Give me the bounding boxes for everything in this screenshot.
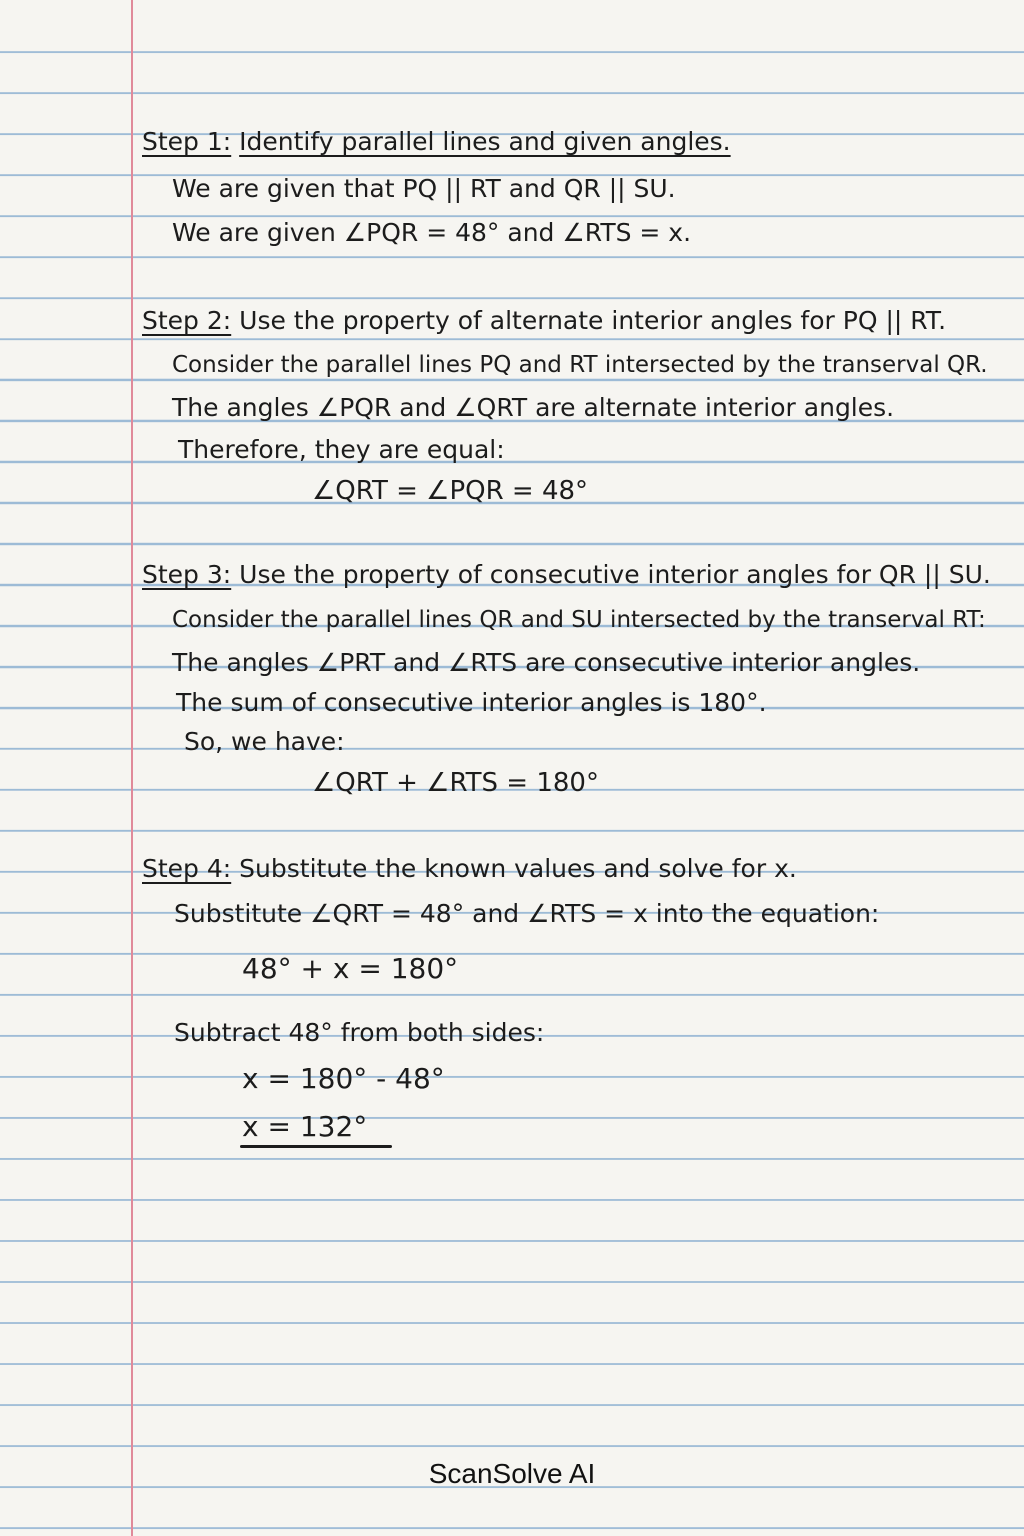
- step1-label: Step 1:: [142, 127, 232, 156]
- step2-label: Step 2:: [142, 306, 232, 335]
- step3-label: Step 3:: [142, 560, 232, 589]
- step2-line2: The angles ∠PQR and ∠QRT are alternate interior angles.: [172, 393, 895, 422]
- step4-heading: [142, 854, 797, 884]
- step2-title: Use the property of alternate interior angles for PQ || RT.: [239, 306, 947, 335]
- step1-line2: We are given ∠PQR = 48° and ∠RTS = x.: [172, 218, 692, 247]
- step4-equation1: 48° + x = 180°: [242, 952, 459, 985]
- step4-line1: Substitute ∠QRT = 48° and ∠RTS = x into the equation:: [174, 899, 880, 928]
- answer-underline: [240, 1145, 392, 1148]
- step2-equation: ∠QRT = ∠PQR = 48°: [312, 476, 589, 506]
- step1-line1: We are given that PQ || RT and QR || SU.: [172, 174, 676, 203]
- step1-title: Identify parallel lines and given angles.: [239, 127, 731, 156]
- step3-line2: The angles ∠PRT and ∠RTS are consecutive interior angles.: [172, 648, 921, 677]
- step3-line4: So, we have:: [184, 727, 345, 756]
- brand-footer: ScanSolve AI: [428, 1458, 596, 1489]
- step3-title: Use the property of consecutive interior angles for QR || SU.: [239, 560, 991, 589]
- step4-answer: x = 132°: [242, 1110, 368, 1143]
- step3-line3: The sum of consecutive interior angles is 180°.: [176, 688, 767, 717]
- step3-equation: ∠QRT + ∠RTS = 180°: [312, 768, 599, 798]
- step3-heading: [142, 560, 991, 590]
- step2-heading: [142, 306, 946, 336]
- step3-line1: Consider the parallel lines QR and SU intersected by the transerval RT:: [172, 607, 986, 633]
- step4-label: Step 4:: [142, 854, 232, 883]
- step2-line1: Consider the parallel lines PQ and RT intersected by the transerval QR.: [172, 352, 988, 378]
- step4-title: Substitute the known values and solve for x.: [239, 854, 797, 883]
- step4-equation2: x = 180° - 48°: [242, 1062, 445, 1095]
- step2-line3: Therefore, they are equal:: [178, 435, 505, 464]
- step1-heading: [142, 127, 731, 157]
- step4-line2: Subtract 48° from both sides:: [174, 1018, 545, 1047]
- margin-line: [131, 0, 133, 1536]
